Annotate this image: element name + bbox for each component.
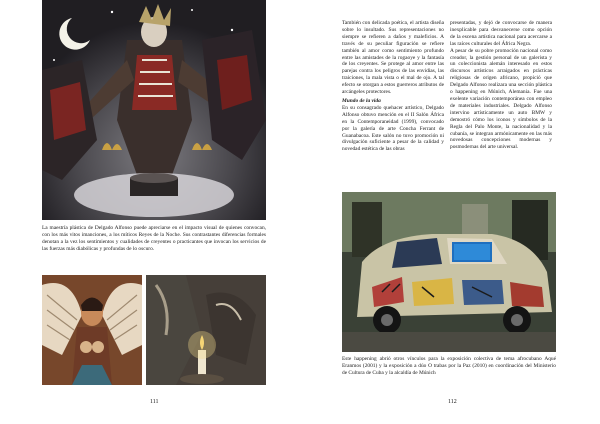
page-number-right: 112	[448, 399, 457, 405]
painting-angel-guardian	[42, 275, 142, 385]
painting-angel-guardian-illustration	[42, 275, 142, 385]
photo-caption: Este happening abrió otros vínculos para la exposición colectiva de tema afrocubano Aqué Eranmos (2001) y la exposición a dúo O trabas por la Paz (2010) en coordinación del Ministerio de Cultura de Cuba y la alcaldía de Múnich	[342, 356, 556, 376]
col1-paragraph-2: En su consagrado quehacer artístico, Delgado Alfonso obtuvo mención en el II Salón África en la Contemporaneidad (1999), convocado por la galería de arte Concha Ferrant de Guanabacoa. Este salón no tuvo promoción ni divulgación suficiente a pesar de la calidad y novedad estética de las obras	[342, 104, 444, 153]
text-column-1	[342, 20, 444, 153]
right-page	[300, 0, 600, 424]
section-subheading: Mundo de la vida	[342, 97, 381, 104]
col2-paragraph-2: A pesar de su pobre promoción nacional como creador, la gestión personal de un galerista y un coleccionista alemán interesado en estos discursos artísticos arraigados en prácticas religiosas de origen africano, propició que Delgado Alfonso realizara una sección plástica o happening en Múnich, Alemania. Fue una exelente variación contemporánea con empleo de materiales industriales. Delgado Alfonso intervino artísticamente un auto BMW y demostró cómo los iconos y símbolos de la Regla del Palo Monte, la nacionalidad y la cubanía, se integran armónicamente en las más novedosas concepciones modernas y posmodernas del arte universal.	[450, 47, 552, 151]
text-column-2	[450, 20, 552, 151]
left-caption: La maestría plástica de Delgado Alfonso puede apreciarse en el impacto visual de quienes convocan, con los más vitos imanciones, a los míticos Reyes de la Noche. Sus contrastantes diferencias formales denotan a la vez los sentimientos y cualidades de creyentes o practicantes que invocan los servicios de las fuerzas más diabólicas y profundas de lo oscuro.	[42, 225, 266, 252]
photo-decorated-car-illustration	[342, 192, 556, 352]
page-number-left: 111	[150, 399, 159, 405]
painting-candle-ritual-illustration	[146, 275, 266, 385]
painting-night-kings-illustration	[42, 0, 266, 220]
painting-candle-ritual	[146, 275, 266, 385]
col2-paragraph-1: presentadas, y dejó de convocarse de manera inexplicable para desvanecerse como opción de la escena artística nacional para acercarse a las raíces culturales del África Negra.	[450, 20, 552, 47]
photo-decorated-car	[342, 192, 556, 352]
painting-night-kings	[42, 0, 266, 220]
col1-paragraph-1: También con delicada poética, el artista diseña sobre lo insultado. Sus representaciones no siempre se refieren a daños y maleficios. A través de su peculiar figuración se refiere también al amor como sentimiento profundo entre las amistades de la rogaoye y la fantasía de los creyentes. Se protege al amor entre las parejas contra los peligros de las envidias, las traiciones, la mala vista o el mal de ojo. A tal efecto se otorgan a estos guerreros atributos de arcángeles protectores.	[342, 20, 444, 96]
